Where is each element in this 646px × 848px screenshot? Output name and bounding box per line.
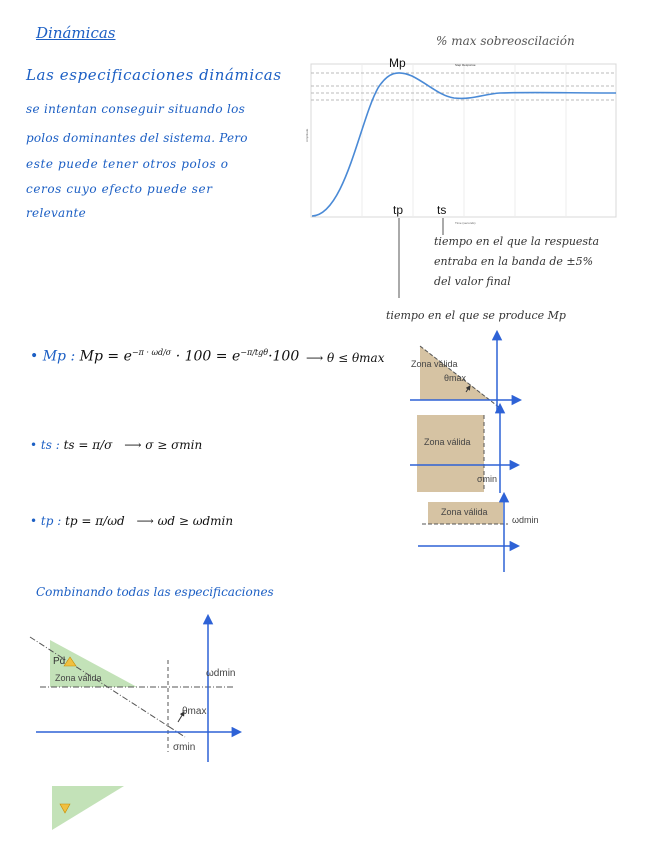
tp-note: tiempo en el que se produce Mp xyxy=(386,309,566,322)
spec-mp-tail: ·100 xyxy=(268,348,300,365)
intro-line-1: Las especificaciones dinámicas xyxy=(26,66,282,84)
spec-mp-label: Mp xyxy=(42,348,67,365)
mp-label: Mp xyxy=(389,56,406,70)
spec-mp-result-text: θ ≤ θmax xyxy=(327,351,385,365)
spec-mp-lhs: Mp = e xyxy=(79,348,132,365)
spec-mp-result: ⟶ θ ≤ θmax xyxy=(306,351,385,365)
combine-title: Combinando todas las especificaciones xyxy=(36,585,274,599)
ts-label: ts xyxy=(437,203,447,217)
combined-valid-zone: Zona válida xyxy=(55,673,102,683)
ts-note-line-1: tiempo en el que la respuesta xyxy=(434,235,600,248)
combined-theta-max: θmax xyxy=(182,706,207,717)
spec-ts: • ts : ts = π/σ ⟶ σ ≥ σmin xyxy=(30,438,203,452)
svg-text:Time (seconds): Time (seconds) xyxy=(455,221,476,225)
region1-theta-max: θmax xyxy=(444,373,467,383)
region-wd-diagram xyxy=(418,494,518,572)
combined-wd-min: ωdmin xyxy=(206,668,236,679)
combined-pd: Pd xyxy=(53,656,66,667)
ts-note-line-2: entraba en la banda de ±5% xyxy=(434,255,594,268)
ts-note-line-3: del valor final xyxy=(434,275,511,288)
intro-line-3: polos dominantes del sistema. Pero xyxy=(26,131,248,145)
region-theta-diagram xyxy=(410,332,520,412)
spec-tp-label: tp xyxy=(40,514,54,528)
spec-ts-formula: ts = π/σ xyxy=(63,438,113,452)
spec-ts-label: ts xyxy=(40,438,52,452)
overshoot-note: % max sobreoscilación xyxy=(436,34,575,48)
spec-ts-result: σ ≥ σmin xyxy=(145,438,203,452)
region2-valid-zone: Zona válida xyxy=(424,437,471,447)
intro-line-2: se intentan conseguir situando los xyxy=(26,102,246,116)
region2-sigma-min: σmin xyxy=(477,474,498,484)
combined-sigma-min: σmin xyxy=(173,742,196,753)
intro-line-4: este puede tener otros polos o xyxy=(26,157,229,171)
spec-mp-mid: · 100 = e xyxy=(175,348,241,365)
plot-title: Step Response xyxy=(455,63,476,67)
spec-mp-exp2: −π/tgθ xyxy=(240,348,269,357)
region3-valid-zone: Zona válida xyxy=(441,507,488,517)
spec-tp: • tp : tp = π/ωd ⟶ ωd ≥ ωdmin xyxy=(30,514,234,528)
tp-label: tp xyxy=(393,203,404,217)
region1-valid-zone: Zona válida xyxy=(411,359,458,369)
spec-mp-exp1: −π · ωd/σ xyxy=(131,348,172,357)
green-triangle-legend xyxy=(52,786,124,830)
region-sigma-diagram xyxy=(410,405,518,493)
combined-diagram xyxy=(30,616,240,762)
intro-line-6: relevante xyxy=(26,206,87,220)
spec-tp-result: ωd ≥ ωdmin xyxy=(157,514,234,528)
spec-mp: • Mp : $Mp = e^{-\pi \cdot \omega d/\sigma} \cdot 100 = e^{-\pi/tg\theta}\cdot 100$ xyxy=(30,348,300,365)
intro-line-5: ceros cuyo efecto puede ser xyxy=(26,182,213,196)
spec-tp-formula: tp = π/ωd xyxy=(65,514,125,528)
svg-text:Amplitude: Amplitude xyxy=(305,128,309,142)
section-title: Dinámicas xyxy=(36,24,116,42)
region3-wd-min: ωdmin xyxy=(512,515,539,525)
